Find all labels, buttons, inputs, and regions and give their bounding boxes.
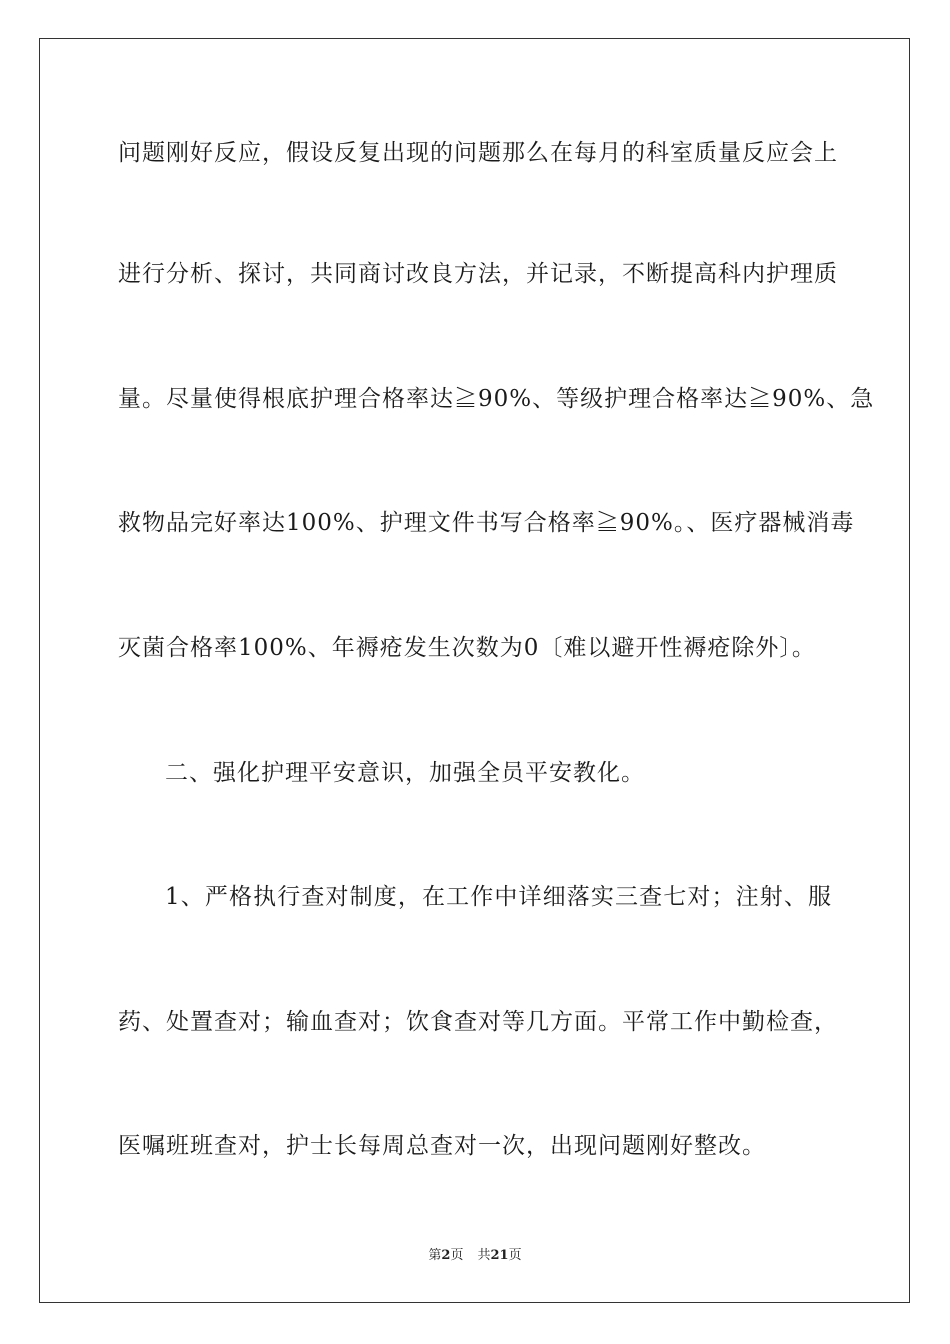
body-line-1: 问题刚好反应，假设反复出现的问题那么在每月的科室质量反应会上 (118, 140, 838, 166)
body-line-8: 药、处置查对；输血查对；饮食查对等几方面。平常工作中勤检查， (118, 1009, 838, 1035)
page-prefix: 第 (428, 1248, 442, 1263)
page-number: 2 (441, 1248, 451, 1263)
page-border (39, 38, 910, 1303)
body-line-9: 医嘱班班查对，护士长每周总查对一次，出现问题刚好整改。 (118, 1133, 766, 1159)
section-heading: 二、强化护理平安意识，加强全员平安教化。 (165, 760, 645, 786)
total-pages: 21 (490, 1248, 509, 1263)
body-line-3: 量。尽量使得根底护理合格率达≧90%、等级护理合格率达≧90%、急 (118, 386, 875, 412)
page-suffix: 页 (450, 1248, 464, 1263)
total-suffix: 页 (508, 1248, 522, 1263)
page-footer (0, 1247, 950, 1265)
total-prefix: 共 (477, 1248, 491, 1263)
body-line-4: 救物品完好率达100%、护理文件书写合格率≧90%。、医疗器械消毒 (118, 510, 855, 536)
body-line-7: 1、严格执行查对制度，在工作中详细落实三查七对；注射、服 (165, 884, 832, 910)
body-line-5: 灭菌合格率100%、年褥疮发生次数为0〔难以避开性褥疮除外〕。 (118, 635, 816, 661)
body-line-2: 进行分析、探讨，共同商讨改良方法，并记录，不断提高科内护理质 (118, 261, 838, 287)
